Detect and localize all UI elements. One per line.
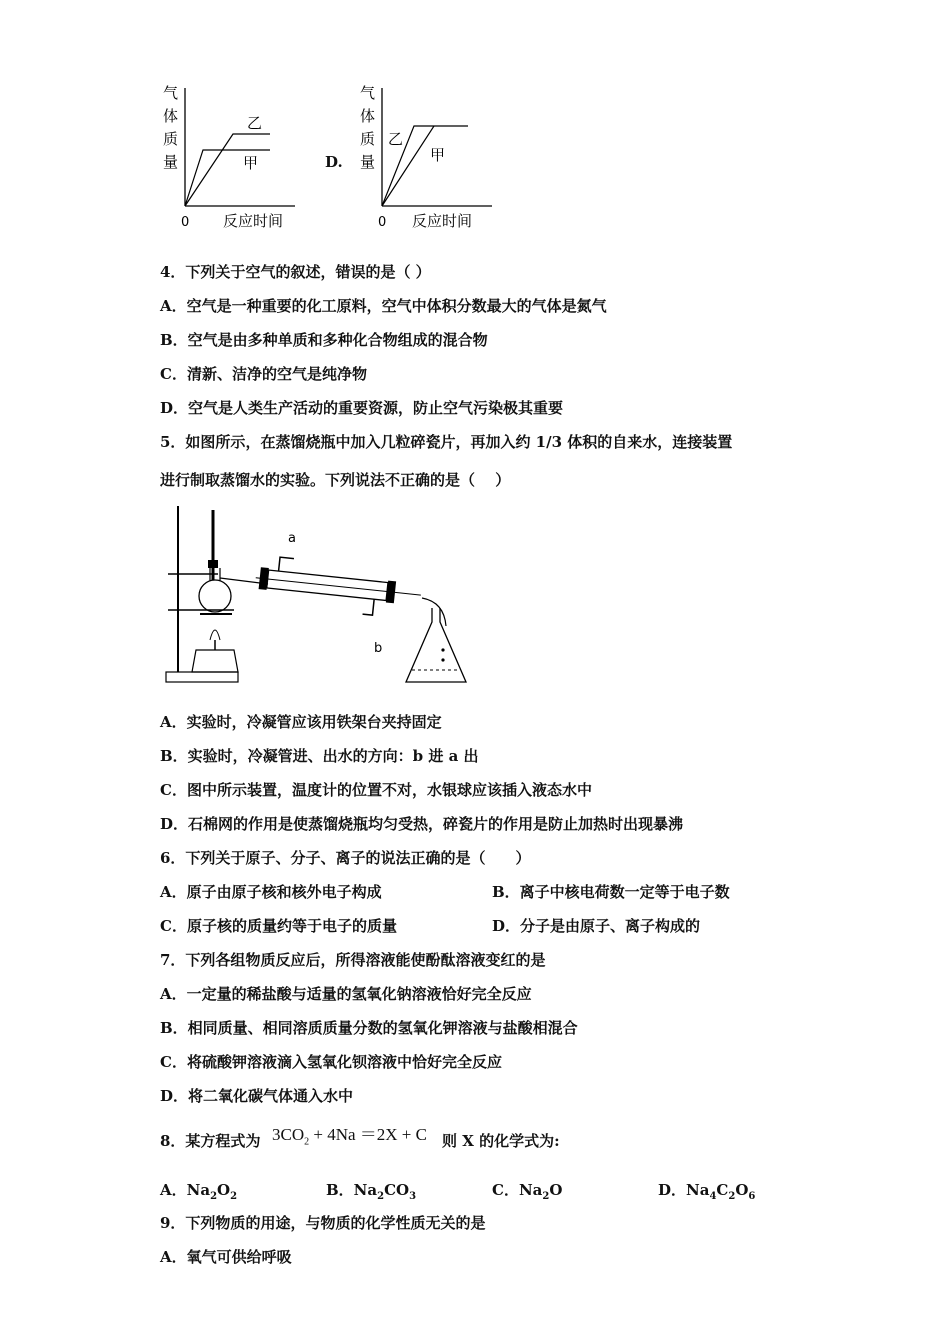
x-axis-label: 反应时间	[223, 212, 284, 230]
stopper	[208, 560, 218, 568]
q6-option-b: B．离子中核电荷数一定等于电子数	[492, 883, 730, 901]
y-axis-char-1: 气	[163, 84, 179, 102]
q6-option-c: C．原子核的质量约等于电子的质量	[160, 917, 397, 935]
opt-text: C．Na	[492, 1181, 543, 1199]
opt-text: CO	[384, 1181, 410, 1199]
y-axis-char-1: 气	[360, 84, 376, 102]
q5-stem-line2: 进行制取蒸馏水的实验。下列说法不正确的是（ ）	[160, 471, 511, 489]
flame	[210, 630, 220, 640]
q5-option-a: A．实验时，冷凝管应该用铁架台夹持固定	[160, 713, 442, 731]
q5-option-b: B．实验时，冷凝管进、出水的方向：b 进 a 出	[160, 747, 479, 765]
opt-sub: 2	[542, 1191, 550, 1202]
q7-option-d: D．将二氧化碳气体通入水中	[160, 1087, 354, 1105]
label-b: b	[374, 641, 383, 656]
condenser	[253, 555, 423, 620]
opt-text: B．Na	[326, 1181, 378, 1199]
eq-part: + 4Na ＝2X + C	[309, 1125, 427, 1144]
opt-sub: 6	[748, 1191, 756, 1202]
y-axis-char-2: 体	[163, 107, 179, 125]
eq-sub: 2	[304, 1136, 310, 1148]
q7-stem: 7．下列各组物质反应后，所得溶液能使酚酞溶液变红的是	[160, 951, 546, 969]
q9-stem: 9．下列物质的用途，与物质的化学性质无关的是	[160, 1214, 486, 1232]
q8-option-d	[658, 1180, 755, 1207]
opt-text: C	[716, 1181, 729, 1199]
y-axis-char-3: 质	[163, 130, 179, 148]
distillation-apparatus	[160, 500, 480, 695]
x-axis-label: 反应时间	[412, 212, 473, 230]
q4-stem: 4．下列关于空气的叙述，错误的是（ ）	[160, 263, 431, 281]
opt-sub: 2	[377, 1191, 385, 1202]
option-d-label: D.	[325, 153, 343, 171]
eq-part: 3CO	[272, 1125, 305, 1144]
q4-option-b: B．空气是由多种单质和多种化合物组成的混合物	[160, 331, 488, 349]
q8-stem-prefix: 8．某方程式为	[160, 1132, 261, 1150]
opt-sub: 2	[728, 1191, 736, 1202]
q6-stem: 6．下列关于原子、分子、离子的说法正确的是（ ）	[160, 849, 531, 867]
drop	[441, 658, 444, 661]
q8-option-b	[326, 1180, 416, 1207]
q5-option-d: D．石棉网的作用是使蒸馏烧瓶均匀受热，碎瓷片的作用是防止加热时出现暴沸	[160, 815, 684, 833]
opt-sub: 3	[409, 1191, 417, 1202]
distilling-flask	[199, 580, 231, 612]
series-yi-label: 乙	[388, 130, 404, 148]
q7-option-c: C．将硫酸钾溶液滴入氢氧化钡溶液中恰好完全反应	[160, 1053, 502, 1071]
y-axis-char-2: 体	[360, 107, 376, 125]
y-axis-char-4: 量	[360, 153, 376, 171]
q7-option-a: A．一定量的稀盐酸与适量的氢氧化钠溶液恰好完全反应	[160, 985, 532, 1003]
q8-equation	[272, 1120, 427, 1147]
q5-option-c: C．图中所示装置，温度计的位置不对，水银球应该插入液态水中	[160, 781, 592, 799]
series-jia-label: 甲	[243, 154, 259, 172]
drop	[441, 648, 444, 651]
conical-flask	[406, 608, 466, 682]
q8-option-a	[160, 1180, 237, 1207]
origin-label: 0	[181, 215, 190, 230]
q6-option-d: D．分子是由原子、离子构成的	[492, 917, 701, 935]
q9-option-a: A．氧气可供给呼吸	[160, 1248, 292, 1266]
opt-text: O	[735, 1181, 749, 1199]
y-axis-char-4: 量	[163, 153, 179, 171]
graph-option-c	[155, 78, 305, 233]
graph-option-d	[352, 78, 502, 233]
q4-option-d: D．空气是人类生产活动的重要资源，防止空气污染极其重要	[160, 399, 564, 417]
opt-sub: 4	[709, 1191, 717, 1202]
inlet-b-tube	[363, 598, 375, 615]
q4-option-c: C．清新、洁净的空气是纯净物	[160, 365, 367, 383]
q4-option-a: A．空气是一种重要的化工原料，空气中体积分数最大的气体是氮气	[160, 297, 607, 315]
q7-option-b: B．相同质量、相同溶质质量分数的氢氧化钾溶液与盐酸相混合	[160, 1019, 578, 1037]
adapter-tube	[422, 598, 446, 626]
opt-text: D．Na	[658, 1181, 710, 1199]
stand-base	[166, 672, 238, 682]
q5-stem-line1: 5．如图所示，在蒸馏烧瓶中加入几粒碎瓷片，再加入约 1/3 体积的自来水，连接装置	[160, 433, 733, 451]
alcohol-lamp	[192, 650, 238, 672]
q8-stem-suffix: 则 X 的化学式为:	[442, 1132, 560, 1150]
series-yi-label: 乙	[247, 114, 263, 132]
opt-text: A．Na	[160, 1181, 211, 1199]
opt-sub: 2	[230, 1191, 238, 1202]
origin-label: 0	[378, 215, 387, 230]
opt-sub: 2	[210, 1191, 218, 1202]
opt-text: O	[549, 1181, 563, 1199]
opt-text: O	[217, 1181, 231, 1199]
outlet-a-tube	[279, 557, 294, 572]
q8-option-c	[492, 1180, 562, 1207]
q6-option-a: A．原子由原子核和核外电子构成	[160, 883, 382, 901]
y-axis-char-3: 质	[360, 130, 376, 148]
condenser-inner-tube	[256, 578, 421, 595]
label-a: a	[288, 531, 296, 546]
series-jia-label: 甲	[430, 146, 446, 164]
